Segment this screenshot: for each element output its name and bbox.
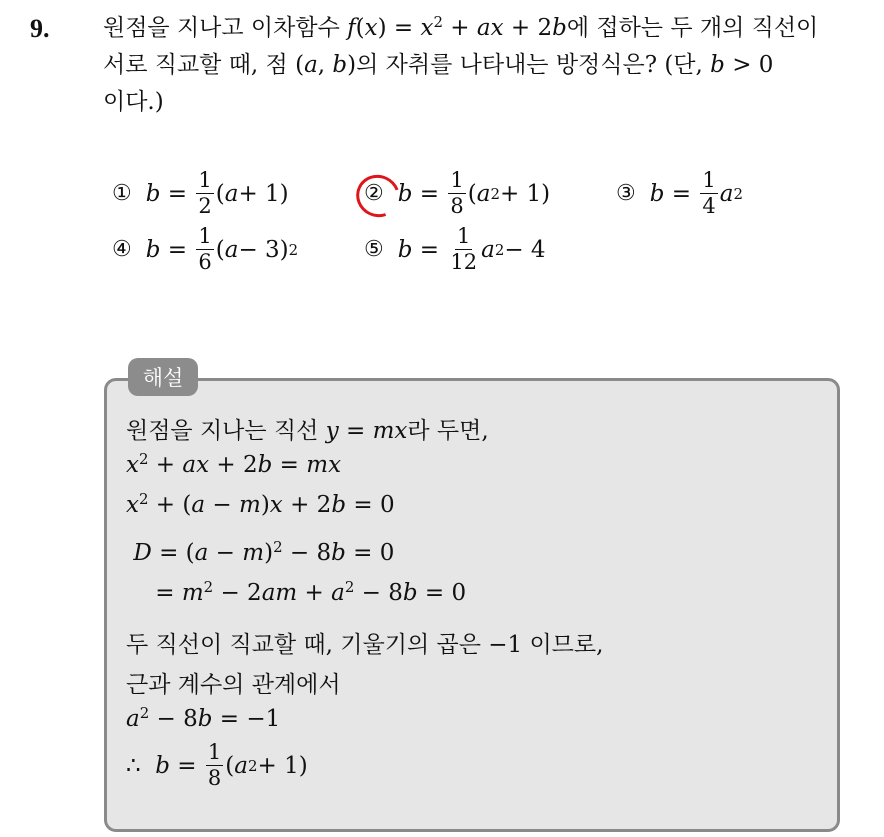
choice-4[interactable]: ④ b = $\frac{1}{6}$ ( a − 3) 2 [112,224,299,274]
question-text [103,10,873,121]
choice-2[interactable]: ② b = $\frac{1}{8}$ ( a 2 + 1) [364,170,550,217]
question-line-2: 서로 직교할 때, 점 (a, b)의 자취를 나타내는 방정식은? (단, b > 0 [103,52,774,78]
solution-line-5: = $m^2 - 2am + a^2 - 8b = 0$ [126,577,467,606]
choice-3[interactable]: ③ b = $\frac{1}{4}$ a 2 [616,168,743,218]
choice-2-mark: ② [364,181,384,206]
solution-line-2: $x^2$ + ax + 2b = mx [126,449,342,478]
choice-1[interactable]: ① b = $\frac{1}{2}$ ( a + 1) [112,168,289,218]
solution-line-8: 두 직선이 직교할 때, 기울기의 곱은 −1 이므로, [126,632,604,658]
solution-line-10: $a^2 - 8b = -1$ [126,703,281,732]
solution-line-9: 근과 계수의 관계에서 [126,672,341,698]
solution-line-3: $x^2 + (a - m)x + 2b = 0$ [126,489,395,518]
red-circle-annotation [349,168,407,225]
choice-5[interactable]: ⑤ b = $\frac{1}{12}$ a 2 − 4 [364,224,546,274]
question-line-3: 이다.) [103,89,164,115]
solution-line-1: 원점을 지나는 직선 y = mx라 두면, [126,418,489,444]
question-number: 9. [30,14,50,43]
solution-line-11: ∴ b = $\frac{1}{8}$ ( a 2 + 1) [126,740,308,790]
question-line-1: 원점을 지나고 이차함수 $f(x) = x^2$ + ax + 2b에 접하는 두 개의 직선이 [103,12,819,41]
solution-tab: 해설 [128,358,198,396]
solution-line-4: $D = (a - m)^2 - 8b = 0$ [133,537,395,566]
